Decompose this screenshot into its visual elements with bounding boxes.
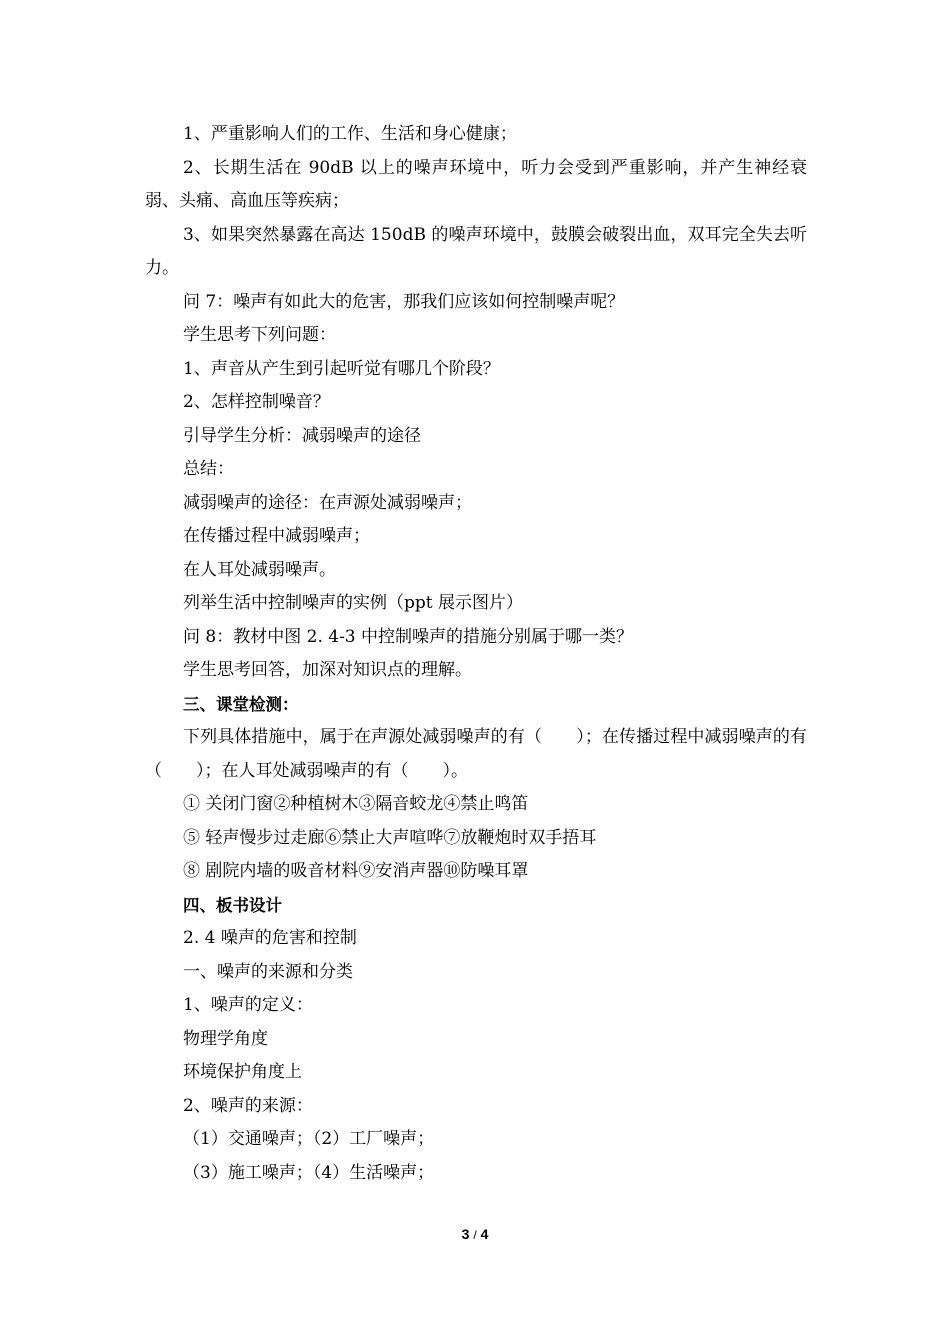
think-question-2: 2、怎样控制噪音？ (183, 392, 330, 412)
board-physics-angle: 物理学角度 (183, 1028, 268, 1049)
document-body (145, 118, 807, 1190)
student-think-intro: 学生思考下列问题： (183, 325, 336, 345)
page-number-separator: / (473, 1228, 477, 1242)
test-options-3: ⑧ 剧院内墙的吸音材料⑨安消声器⑩防噪耳罩 (183, 861, 529, 881)
reduce-at-ear: 在人耳处减弱噪声。 (183, 559, 336, 580)
guide-analysis: 引导学生分析：减弱噪声的途径 (183, 425, 421, 446)
question-7: 问 7：噪声有如此大的危害，那我们应该如何控制噪声呢？ (183, 291, 625, 312)
board-sources: 2、噪声的来源： (183, 1095, 313, 1116)
board-environment-angle: 环境保护角度上 (183, 1062, 302, 1082)
paragraph-harm-2: 2、长期生活在 90dB 以上的噪声环境中，听力会受到严重影响，并产生神经衰弱、头痛、高血压等疾病； (145, 157, 807, 211)
summary-label: 总结： (183, 459, 234, 479)
board-sources-list-2: （3）施工噪声；（4）生活噪声； (183, 1162, 435, 1183)
current-page-number: 3 (461, 1226, 470, 1242)
section-heading-board-design: 四、板书设计 (183, 895, 282, 915)
reduce-at-source: 减弱噪声的途径：在声源处减弱噪声； (183, 492, 472, 513)
board-section-1: 一、噪声的来源和分类 (183, 961, 353, 982)
examples-line: 列举生活中控制噪声的实例（ppt 展示图片） (183, 593, 523, 613)
reduce-in-transmission: 在传播过程中减弱噪声； (183, 526, 370, 546)
total-page-count: 4 (480, 1226, 489, 1242)
board-sources-list-1: （1）交通噪声；（2）工厂噪声； (183, 1129, 435, 1149)
board-title: 2. 4 噪声的危害和控制 (183, 928, 357, 948)
student-answer-line: 学生思考回答，加深对知识点的理解。 (183, 660, 472, 680)
page-number (0, 1226, 950, 1242)
section-heading-class-test: 三、课堂检测： (183, 694, 299, 714)
paragraph-harm-3: 3、如果突然暴露在高达 150dB 的噪声环境中，鼓膜会破裂出血，双耳完全失去听力。 (145, 224, 807, 278)
test-question: 下列具体措施中，属于在声源处减弱噪声的有（ ）；在传播过程中减弱噪声的有（ ）；在人耳处减弱噪声的有（ ）。 (145, 727, 807, 781)
question-8: 问 8：教材中图 2. 4-3 中控制噪声的措施分别属于哪一类？ (183, 626, 634, 647)
paragraph-harm-1: 1、严重影响人们的工作、生活和身心健康； (183, 124, 517, 144)
test-options-1: ① 关闭门窗②种植树木③隔音蛟龙④禁止鸣笛 (183, 794, 529, 814)
test-options-2: ⑤ 轻声慢步过走廊⑥禁止大声喧哗⑦放鞭炮时双手捂耳 (183, 827, 597, 848)
think-question-1: 1、声音从产生到引起听觉有哪几个阶段？ (183, 358, 500, 379)
board-definition: 1、噪声的定义： (183, 995, 313, 1015)
